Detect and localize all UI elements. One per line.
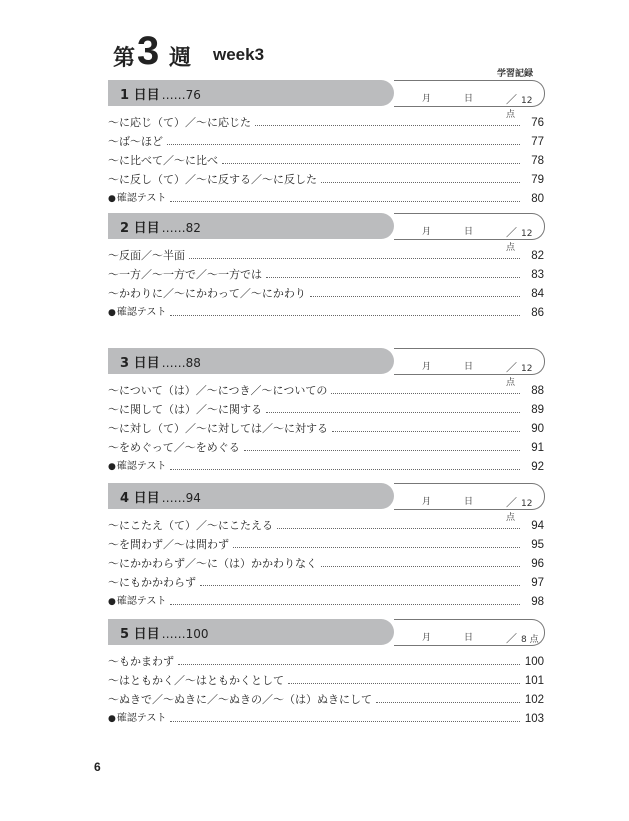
entry-text: 〜一方／〜一方で／〜一方では [108, 268, 262, 281]
day-title [120, 217, 201, 236]
entry-label [108, 557, 317, 571]
entry-label [108, 403, 262, 417]
entry-text: 〜を問わず／〜は問わず [108, 538, 229, 551]
day-start-page: ……82 [161, 221, 201, 235]
entry-page: 91 [531, 442, 544, 454]
entry-list [108, 519, 544, 614]
entry-page: 80 [531, 193, 544, 205]
record-month: 月 [422, 94, 432, 104]
entry-text: 〜に応じ（て）／〜に応じた [108, 116, 251, 129]
day-start-page: ……76 [161, 88, 201, 102]
dot-leader [178, 655, 520, 665]
entry-page: 90 [531, 423, 544, 435]
score-slash: ／ [506, 361, 517, 374]
entry-label [108, 287, 306, 301]
day-banner [108, 348, 544, 388]
dot-leader [167, 135, 520, 145]
entry-label [108, 422, 328, 436]
entry-page: 101 [524, 675, 544, 687]
dot-leader [189, 249, 520, 259]
entry-page: 98 [531, 596, 544, 608]
bullet-icon: ● [108, 194, 116, 204]
score-slash: ／ [506, 226, 517, 239]
entry-text: 〜反面／〜半面 [108, 249, 185, 262]
entry-label [108, 154, 218, 168]
toc-entry[interactable] [108, 460, 544, 479]
entry-label [108, 173, 317, 187]
entry-page: 77 [531, 136, 544, 148]
entry-page: 82 [531, 250, 544, 262]
entry-label [108, 674, 284, 688]
entry-text: 〜にもかかわらず [108, 576, 196, 589]
entry-list [108, 249, 544, 325]
week-prefix: 第 [113, 45, 136, 71]
entry-label [108, 519, 273, 533]
week-number: 3 [137, 29, 160, 73]
record-score [506, 630, 539, 646]
entry-list [108, 655, 544, 731]
entry-text: 〜に関して（は）／〜に関する [108, 403, 262, 416]
record-month: 月 [422, 227, 432, 237]
entry-text: 確認テスト [116, 713, 167, 724]
dot-leader [266, 403, 520, 413]
entry-label [108, 595, 166, 609]
toc-entry[interactable] [108, 116, 544, 135]
entry-text: 〜はともかく／〜はともかくとして [108, 674, 284, 687]
entry-text: 確認テスト [116, 307, 167, 318]
week-label: week3 [213, 45, 265, 64]
toc-entry[interactable] [108, 135, 544, 154]
day-title-text: 1 日目 [120, 88, 160, 103]
entry-text: 〜かわりに／〜にかわって／〜にかわり [108, 287, 306, 300]
page-number: 6 [94, 760, 101, 774]
entry-page: 103 [524, 713, 544, 725]
entry-label [108, 460, 166, 474]
entry-text: 〜をめぐって／〜をめぐる [108, 441, 240, 454]
score-slash: ／ [506, 632, 517, 645]
day-title [120, 352, 201, 371]
record-day: 日 [464, 497, 474, 507]
entry-page: 79 [531, 174, 544, 186]
day-section [108, 619, 544, 731]
entry-page: 102 [524, 694, 544, 706]
entry-page: 96 [531, 558, 544, 570]
bullet-icon: ● [108, 597, 116, 607]
record-month: 月 [422, 362, 432, 372]
entry-label [108, 249, 185, 263]
week-header [113, 29, 543, 79]
toc-entry[interactable] [108, 306, 544, 325]
record-day: 日 [464, 362, 474, 372]
dot-leader [244, 441, 520, 451]
score-slash: ／ [506, 93, 517, 106]
score-total: 8 点 [521, 635, 539, 645]
dot-leader [222, 154, 520, 164]
entry-label [108, 693, 372, 707]
entry-text: 〜にかかわらず／〜に（は）かかわりなく [108, 557, 317, 570]
dot-leader [170, 306, 520, 316]
dot-leader [277, 519, 520, 529]
toc-entry[interactable] [108, 403, 544, 422]
day-title [120, 623, 208, 642]
entry-text: 〜に反し（て）／〜に反する／〜に反した [108, 173, 317, 186]
entry-page: 95 [531, 539, 544, 551]
day-title-bar [108, 619, 394, 645]
dot-leader [170, 192, 520, 202]
day-title-text: 4 日目 [120, 491, 160, 506]
toc-entry[interactable] [108, 538, 544, 557]
record-day: 日 [464, 633, 474, 643]
day-title-text: 2 日目 [120, 221, 160, 236]
entry-label [108, 576, 196, 590]
dot-leader [255, 116, 520, 126]
dot-leader [233, 538, 520, 548]
record-box [394, 483, 545, 523]
entry-text: 確認テスト [116, 193, 167, 204]
entry-list [108, 116, 544, 211]
entry-list [108, 384, 544, 479]
day-title-bar [108, 348, 394, 374]
entry-page: 86 [531, 307, 544, 319]
toc-entry[interactable] [108, 576, 544, 595]
entry-page: 76 [531, 117, 544, 129]
entry-label [108, 384, 327, 398]
dot-leader [321, 173, 520, 183]
toc-entry[interactable] [108, 441, 544, 460]
entry-label [108, 135, 163, 149]
entry-text: 〜にこたえ（て）／〜にこたえる [108, 519, 273, 532]
day-title-text: 5 日目 [120, 627, 160, 642]
toc-entry[interactable] [108, 693, 544, 712]
entry-page: 92 [531, 461, 544, 473]
day-banner [108, 483, 544, 523]
score-total: 12 点 [506, 229, 533, 253]
dot-leader [321, 557, 520, 567]
day-start-page: ……100 [161, 627, 209, 641]
entry-page: 89 [531, 404, 544, 416]
day-title-bar [108, 213, 394, 239]
dot-leader [331, 384, 520, 394]
day-title-text: 3 日目 [120, 356, 160, 371]
toc-entry[interactable] [108, 384, 544, 403]
day-section [108, 483, 544, 614]
dot-leader [170, 712, 520, 722]
entry-text: 〜もかまわず [108, 655, 174, 668]
day-title-bar [108, 80, 394, 106]
entry-text: 〜に比べて／〜に比べ [108, 154, 218, 167]
score-total: 12 点 [506, 96, 533, 120]
entry-page: 83 [531, 269, 544, 281]
day-banner [108, 213, 544, 253]
day-section [108, 213, 544, 325]
toc-entry[interactable] [108, 557, 544, 576]
entry-label [108, 306, 166, 320]
entry-text: 〜ば〜ほど [108, 135, 163, 148]
dot-leader [170, 595, 520, 605]
day-start-page: ……88 [161, 356, 201, 370]
record-box [394, 80, 545, 120]
day-section [108, 348, 544, 479]
dot-leader [310, 287, 520, 297]
toc-entry[interactable] [108, 712, 544, 731]
score-total: 12 点 [506, 499, 533, 523]
day-title [120, 487, 201, 506]
entry-text: 〜について（は）／〜につき／〜についての [108, 384, 328, 397]
entry-page: 97 [531, 577, 544, 589]
entry-label [108, 441, 240, 455]
entry-label [108, 268, 262, 282]
score-total: 12 点 [506, 364, 533, 388]
toc-entry[interactable] [108, 422, 544, 441]
entry-label [108, 712, 166, 726]
score-slash: ／ [506, 496, 517, 509]
dot-leader [170, 460, 520, 470]
entry-label [108, 116, 251, 130]
toc-entry[interactable] [108, 154, 544, 173]
entry-page: 88 [531, 385, 544, 397]
toc-entry[interactable] [108, 249, 544, 268]
toc-entry[interactable] [108, 287, 544, 306]
entry-label [108, 538, 229, 552]
bullet-icon: ● [108, 462, 116, 472]
record-day: 日 [464, 227, 474, 237]
toc-entry[interactable] [108, 674, 544, 693]
week-suffix: 週 [169, 45, 192, 71]
toc-entry[interactable] [108, 192, 544, 211]
toc-entry[interactable] [108, 173, 544, 192]
record-month: 月 [422, 633, 432, 643]
record-box [394, 213, 545, 253]
entry-text: 確認テスト [116, 461, 167, 472]
day-title [120, 84, 201, 103]
day-banner [108, 80, 544, 120]
day-section [108, 80, 544, 211]
day-title-bar [108, 483, 394, 509]
entry-page: 94 [531, 520, 544, 532]
study-record-label: 学習記録 [496, 69, 533, 79]
entry-page: 84 [531, 288, 544, 300]
entry-text: 〜に対し（て）／〜に対しては／〜に対する [108, 422, 328, 435]
entry-text: 〜ぬきで／〜ぬきに／〜ぬきの／〜（は）ぬきにして [108, 693, 372, 706]
record-box [394, 348, 545, 388]
entry-text: 確認テスト [116, 596, 167, 607]
record-month: 月 [422, 497, 432, 507]
dot-leader [266, 268, 520, 278]
day-start-page: ……94 [161, 491, 201, 505]
record-day: 日 [464, 94, 474, 104]
dot-leader [376, 693, 520, 703]
dot-leader [288, 674, 520, 684]
bullet-icon: ● [108, 714, 116, 724]
dot-leader [200, 576, 520, 586]
entry-page: 100 [524, 656, 544, 668]
day-banner [108, 619, 544, 645]
entry-page: 78 [531, 155, 544, 167]
dot-leader [332, 422, 520, 432]
toc-entry[interactable] [108, 519, 544, 538]
toc-entry[interactable] [108, 595, 544, 614]
toc-entry[interactable] [108, 655, 544, 674]
entry-label [108, 192, 166, 206]
record-box [394, 619, 545, 646]
toc-entry[interactable] [108, 268, 544, 287]
bullet-icon: ● [108, 308, 116, 318]
entry-label [108, 655, 174, 669]
